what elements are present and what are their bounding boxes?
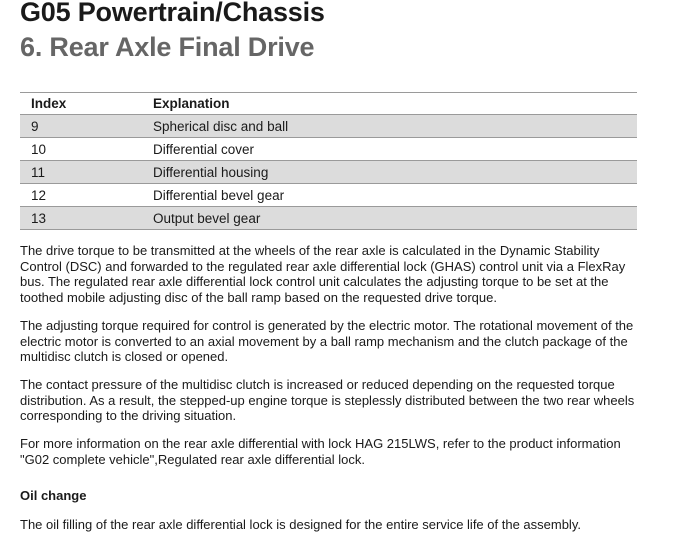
column-header-index: Index [20,93,153,115]
table-row [20,138,637,161]
cell-index: 12 [20,184,153,207]
table-header-row [20,93,637,115]
paragraph-oil-filling: The oil filling of the rear axle differential lock is designed for the entire service life of the assembly. [20,517,581,532]
page-title: G05 Powertrain/Chassis [20,0,325,27]
paragraph-more-information: For more information on the rear axle differential with lock HAG 215LWS, refer to the product information "G02 complete vehicle",Regulated rear axle differential lock. [20,436,621,467]
cell-explanation: Differential housing [153,161,637,184]
paragraph-contact-pressure: The contact pressure of the multidisc clutch is increased or reduced depending on the requested torque distribution. As a result, the stepped-up engine torque is steplessly distributed between the two rear wheels corresponding to the driving situation. [20,377,635,423]
column-header-explanation: Explanation [153,93,637,115]
table-row [20,207,637,230]
cell-explanation: Differential cover [153,138,637,161]
cell-index: 9 [20,115,153,138]
table-row [20,184,637,207]
cell-explanation: Spherical disc and ball [153,115,637,138]
oil-change-heading: Oil change [20,488,87,503]
table-row [20,115,637,138]
cell-index: 10 [20,138,153,161]
paragraph-drive-torque: The drive torque to be transmitted at the wheels of the rear axle is calculated in the Dynamic Stability Control (DSC) and forwarded to the regulated rear axle differential lock (GHAS) control unit via a FlexRay bus. The regulated rear axle differential lock control unit calculates the adjusting torque to be set at the toothed mobile adjusting disc of the ball ramp based on the requested drive torque. [20,243,626,305]
cell-index: 13 [20,207,153,230]
index-table [20,92,637,230]
section-title: 6. Rear Axle Final Drive [20,32,315,62]
cell-index: 11 [20,161,153,184]
cell-explanation: Output bevel gear [153,207,637,230]
paragraph-adjusting-torque: The adjusting torque required for control is generated by the electric motor. The rotational movement of the electric motor is converted to an axial movement by a ball ramp mechanism and the clutch package of the multidisc clutch is closed or opened. [20,318,634,364]
cell-explanation: Differential bevel gear [153,184,637,207]
table-row [20,161,637,184]
